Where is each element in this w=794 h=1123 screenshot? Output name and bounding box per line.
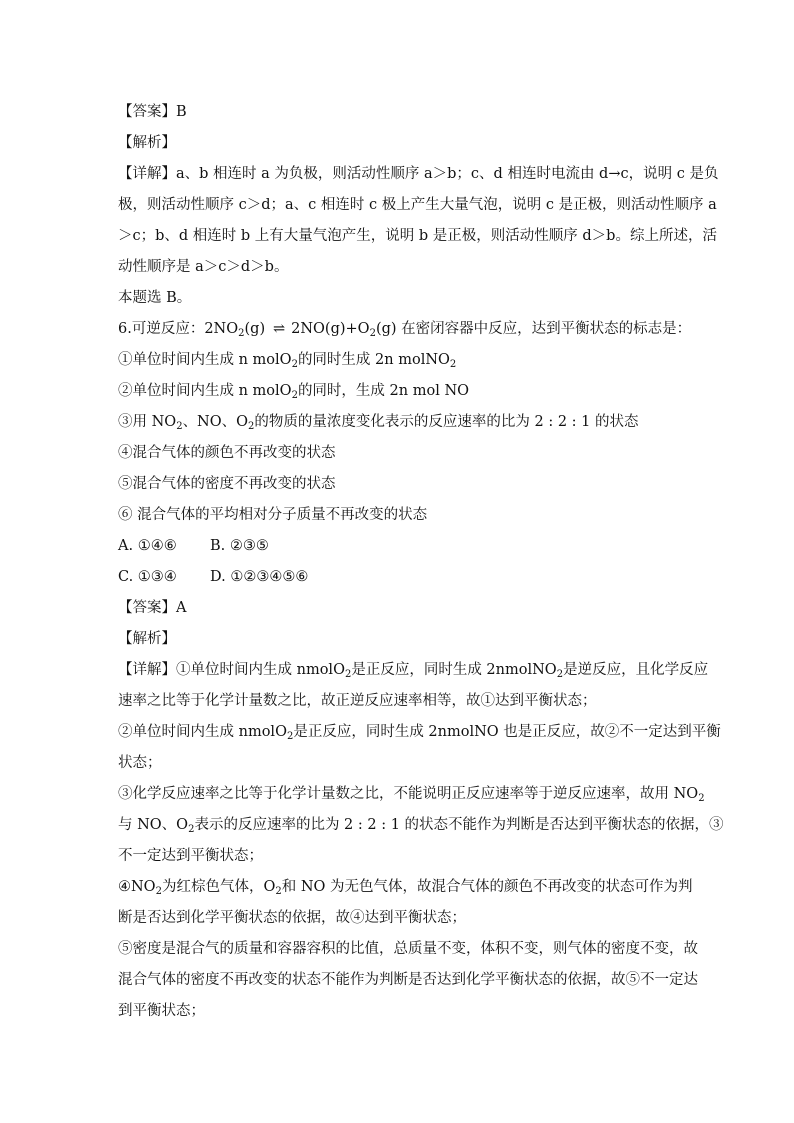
- q6-detail-line-10: ⑤密度是混合气的质量和容器容积的比值，总质量不变，体积不变，则气体的密度不变，故: [118, 941, 698, 957]
- q6-detail-line-2: 速率之比等于化学计量数之比，故正逆反应速率相等，故①达到平衡状态；: [118, 693, 597, 709]
- q6-statement-6: ⑥ 混合气体的平均相对分子质量不再改变的状态: [118, 507, 428, 523]
- q6-detail-line-9: 断是否达到化学平衡状态的依据，故④达到平衡状态；: [118, 910, 466, 926]
- q6-detail-line-6: 与 NO、$O_2$表示的反应速率的比为 2 : 2 : 1 的状态不能作为判断是否达到平衡状态的依据，③: [118, 817, 724, 835]
- option-b: B. ②③⑤: [210, 538, 269, 554]
- q6-options-row-2: [118, 567, 694, 587]
- q6-statement-3: ③用 $NO_2$、NO、$O_2$的物质的量浓度变化表示的反应速率的比为 2 : 2 : 1 的状态: [118, 414, 639, 432]
- q5-conclusion: 本题选 B。: [118, 290, 192, 306]
- option-a: A. ①④⑥: [118, 538, 177, 554]
- q6-stem: 6.可逆反应：$2NO_2(g)$ ⇌ $2NO(g)+O_2(g)$ 在密闭容器中反应，达到平衡状态的标志是：: [118, 321, 692, 339]
- q5-detail-line-3: ＞c；b、d 相连时 b 上有大量气泡产生，说明 b 是正极，则活动性顺序 d＞b。综上所述，活: [118, 228, 717, 244]
- q5-detail-line-4: 动性顺序是 a＞c＞d＞b。: [118, 259, 289, 275]
- q6-options-row-1: [118, 536, 694, 556]
- q6-statement-1: ①单位时间内生成 n molO$_2$的同时生成 2n molNO$_2$: [118, 352, 457, 370]
- q6-statement-2: ②单位时间内生成 n molO$_2$的同时，生成 2n mol NO: [118, 383, 470, 401]
- q6-detail-line-3: ②单位时间内生成 nmolO$_2$是正反应，同时生成 2nmolNO 也是正反应，故②不一定达到平衡: [118, 724, 721, 742]
- q5-detail-line-2: 极，则活动性顺序 c＞d；a、c 相连时 c 极上产生大量气泡，说明 c 是正极，则活动性顺序 a: [118, 197, 717, 213]
- option-d: D. ①②③④⑤⑥: [210, 569, 309, 585]
- q6-analysis-heading: 【解析】: [118, 631, 176, 647]
- q6-statement-4: ④混合气体的颜色不再改变的状态: [118, 445, 336, 461]
- q6-detail-line-1: 【详解】①单位时间内生成 nmolO$_2$是正反应，同时生成 2nmolNO$_2$是逆反应，且化学反应: [118, 662, 709, 680]
- q6-detail-line-5: ③化学反应速率之比等于化学计量数之比，不能说明正反应速率等于逆反应速率，故用 $NO_2$: [118, 786, 705, 804]
- q5-detail-line-1: 【详解】a、b 相连时 a 为负极，则活动性顺序 a＞b；c、d 相连时电流由 d→c，说明 c 是负: [118, 166, 719, 182]
- q6-detail-line-7: 不一定达到平衡状态；: [118, 848, 263, 864]
- q6-detail-line-11: 混合气体的密度不再改变的状态不能作为判断是否达到化学平衡状态的依据，故⑤不一定达: [118, 972, 698, 988]
- option-c: C. ①③④: [118, 569, 177, 585]
- q6-statement-5: ⑤混合气体的密度不再改变的状态: [118, 476, 336, 492]
- q6-answer: 【答案】A: [118, 600, 187, 616]
- q6-detail-line-8: $④NO_2$为红棕色气体，$O_2$和 NO 为无色气体，故混合气体的颜色不再改变的状态可作为判: [118, 879, 693, 897]
- q6-detail-line-12: 到平衡状态；: [118, 1003, 205, 1019]
- q5-analysis-heading: 【解析】: [118, 135, 176, 151]
- q5-answer: 【答案】B: [118, 104, 187, 120]
- equilibrium-arrow-icon: ⇌: [273, 321, 284, 337]
- q6-detail-line-4: 状态；: [118, 755, 162, 771]
